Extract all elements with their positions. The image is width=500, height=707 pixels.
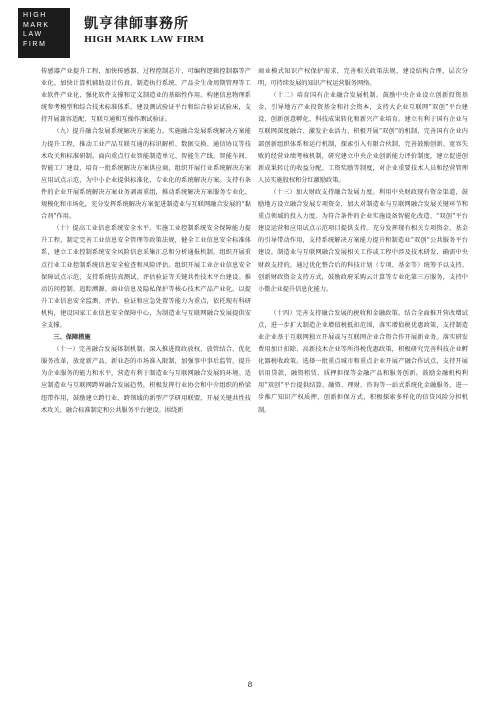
logo-line-3: LAW [23,31,43,38]
logo-line-1: HIGH [23,12,47,19]
firm-logo [18,8,70,58]
firm-name-english: HIGH MARK LAW FIRM [84,35,205,45]
right-text-column [258,66,468,417]
paragraph: （九）提升融合发展系统解决方案能力。实施融合发展系统解决方案能力提升工程，推动工业产品互联互通的标识解析、数据交换、通信协议等技术攻关和标准研制。面向重点行业智能制造单元、智能生产线、智能车间、智能工厂建设，培育一批系统解决方案供应商，组织开展行业系统解决方案应用试点示范，为中小企业提供标准化、专业化的系统解决方案。支持有条件的企业开展系统解决方案业务剥离重组，推动系统解决方案服务专业化、规模化和市场化，充分发挥系统解决方案促进制造业与互联网融合发展的“黏合剂”作用。 [41,128,251,221]
paragraph: （十三）加大财政支持融合发展力度。利用中央财政现有资金渠道，鼓励地方设立融合发展专项资金，加大对制造业与互联网融合发展关键环节和重点领域的投入力度。为符合条件的企业实施设备智能化改造、“双创”平台建设运营和应用试点示范项目提供支持。充分发挥现有相关专项资金、基金的引导带动作用，支持系统解决方案能力提升和制造业“双创”公共服务平台建设。制造业与互联网融合发展相关工作或工程中涉及技术研发、确需中央财政支持的，通过优化整合后的科技计划（专项、基金等）统筹予以支持。创新财政资金支持方式，鼓励政府采购云计算等专业化第三方服务，支持中小微企业提升信息化能力。 [258,188,468,293]
section-heading: 三、保障措施 [53,334,91,342]
paragraph: （十二）培育国有企业融合发展机制。鼓励中央企业设立创新投资基金，引导地方产业投资基金和社会资本，支持大企业互联网“双创”平台建设、创新创意孵化、科技成果转化和新兴产业培育。建立有利于国有企业与互联网深度融合、激发企业活力、积极开展“双创”的机制，完善国有企业内部创新组织体系和运行机制，探索引入有限合伙制，完善鼓励创新、宽容失败的经营业绩考核机制，研究建立中央企业创新能力评价制度，建立促进创新成果转让的收益分配、工资奖励等制度，对企业重要技术人员和经营管理人员实施股权和分红激励政策。 [258,92,468,184]
paragraph: （十一）完善融合发展体制机制。深入推进简政放权、放管结合、优化服务改革，放宽新产品、新业态的市场准入限制，加强事中事后监管，提升为企业服务的能力和水平，营造有利于制造业与互联网融合发展的环境。适应制造业与互联网跨界融合发展趋势，积极发挥行业协会和中介组织的桥梁纽带作用，鼓励建立跨行业、跨领域的新型产学研用联盟，开展关键共性技术攻关、融合标准制定和公共服务平台建设。围绕新 [41,346,251,414]
logo-line-4: FIRM [23,40,47,48]
paragraph: （十四）完善支持融合发展的税收和金融政策。结合全面推开营改增试点，进一步扩大制造企业增值税抵扣范围，落实增值税优惠政策，支持制造业企业基于互联网独立开展或与互联网企业合资合作开展新业务。落实研发费用加计扣除、高新技术企业等所得税优惠政策，积极研究完善科技企业孵化器税收政策。选择一批重点城市和重点企业开展产融合作试点，支持开展信用贷款、融资租赁、质押担保等金融产品和服务创新。鼓励金融机构利用“双创”平台提供结算、融资、理财、咨询等一站式系统化金融服务，进一步推广知识产权质押，创新担保方式，积极探索多样化的信贷风险分担机制。 [258,309,468,414]
paragraph: 传感器产业提升工程，加快传感器、过程控制芯片、可编程逻辑控制器等产业化。加快计算机辅助设计仿真、制造执行系统、产品全生命周期管理等工业软件产业化，强化软件支撑和定义制造业的基础性作用。构建信息物理系统参考模型和综合技术标准体系，建设测试验证平台和综合验证试验床，支持开展兼容适配、互联互通和互操作测试验证。 [41,68,251,124]
firm-name-chinese: 凱亨律師事務所 [84,16,189,32]
logo-line-2: MARK [23,21,50,29]
page-number: 8 [247,680,253,689]
left-text-column [41,66,251,417]
paragraph: 商业模式知识产权保护需求，完善相关政策法规，建设结构合理、层次分明、可持续发展的知识产权运营服务网络。 [258,68,468,88]
paragraph: （十）提高工业信息系统安全水平。实施工业控制系统安全保障能力提升工程，制定完善工业信息安全管理等政策法规，健全工业信息安全标准体系，建立工业控制系统安全风险信息采集汇总和分析通报机制，组织开展重点行业工业控制系统信息安全检查和风险评估。组织开展工业企业信息安全保障试点示范，支持系统仿真测试、评估验证等关键共性技术平台建设。推动访问控制、追踪溯源、商业信息及隐私保护等核心技术产品产业化。以提升工业信息安全监测、评估、验证和应急处置等能力为重点，依托现有科研机构，建设国家工业信息安全保障中心，为制造业与互联网融合发展提供安全支撑。 [41,225,251,329]
